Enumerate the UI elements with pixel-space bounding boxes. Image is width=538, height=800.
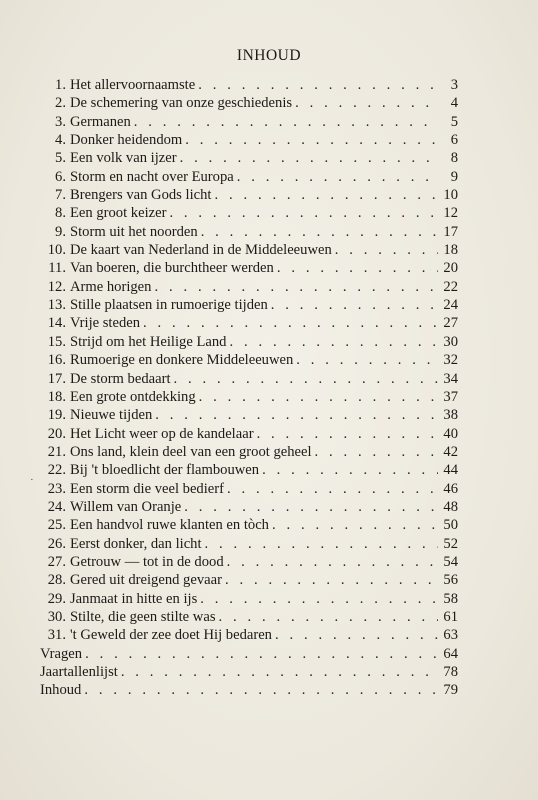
chapter-title: Vragen: [40, 645, 83, 662]
page-number: 17: [443, 223, 458, 240]
chapter-number: 15.: [47, 333, 66, 350]
toc-entry: [30, 425, 458, 443]
dot-leader: [118, 663, 438, 681]
toc-entry: [30, 94, 458, 112]
page-number: 48: [443, 498, 458, 515]
dot-leader: [216, 608, 438, 626]
toc-entry: [30, 498, 458, 516]
chapter-number: 13.: [47, 297, 66, 314]
page-number: 46: [443, 480, 458, 497]
toc-entry: [30, 443, 458, 461]
chapter-title: Jaartallenlijst: [40, 664, 118, 680]
dot-leader: [151, 278, 438, 296]
toc-entry: [30, 333, 458, 351]
dot-leader: [254, 425, 438, 443]
chapter-number: 2.: [55, 95, 66, 112]
toc-entry: [30, 149, 458, 167]
chapter-title: Ons land, klein deel van een groot geheel: [70, 443, 312, 460]
dot-leader: [166, 204, 438, 222]
chapter-title: Stilte, die geen stilte was: [70, 608, 216, 625]
chapter-number: 30.: [47, 608, 66, 625]
chapter-title: Germanen: [70, 113, 131, 130]
chapter-title: Bij 't bloedlicht der flambouwen: [70, 462, 260, 479]
chapter-title: Arme horigen: [70, 278, 152, 295]
chapter-number: 24.: [47, 498, 66, 515]
chapter-title: Eerst donker, dan licht: [70, 535, 202, 552]
toc-entry: [30, 278, 458, 296]
page-number: 9: [450, 168, 458, 185]
dot-leader: [131, 113, 438, 131]
chapter-title: Inhoud: [40, 682, 82, 699]
chapter-number: 16.: [47, 352, 66, 369]
dot-leader: [269, 516, 438, 534]
dot-leader: [82, 645, 438, 663]
chapter-number: 25.: [47, 517, 66, 534]
chapter-number: 7.: [55, 187, 66, 204]
chapter-number: 8.: [55, 205, 66, 222]
chapter-title: Rumoerige en donkere Middeleeuwen: [70, 352, 294, 369]
page-number: 24: [443, 297, 458, 314]
toc-entry: [30, 113, 458, 131]
chapter-number: 4.: [55, 132, 66, 149]
toc-entry: [30, 516, 458, 534]
chapter-title: Nieuwe tijden: [70, 407, 153, 424]
page-number: 79: [443, 682, 458, 699]
toc-entry: [30, 351, 458, 369]
page-number: 18: [443, 242, 458, 259]
chapter-title: De schemering van onze geschiedenis: [70, 95, 293, 112]
chapter-number: 21.: [47, 443, 66, 460]
chapter-title: 't Geweld der zee doet Hij bedaren: [70, 627, 272, 644]
page-number: 30: [443, 333, 458, 350]
dot-leader: [222, 571, 438, 589]
chapter-title: De storm bedaart: [70, 370, 171, 387]
chapter-number: 6.: [55, 168, 66, 185]
page-number: 8: [450, 150, 458, 167]
page-number: 10: [443, 187, 458, 204]
toc-entry: [30, 681, 458, 699]
chapter-number: 18.: [47, 388, 66, 405]
dot-leader: [197, 590, 438, 608]
pencil-mark: ·: [30, 474, 34, 486]
toc-entry: [30, 663, 458, 681]
chapter-number: 31.: [47, 627, 66, 644]
page-number: 37: [443, 388, 458, 405]
dot-leader: [259, 461, 438, 479]
chapter-number: 17.: [47, 370, 66, 387]
dot-leader: [177, 149, 438, 167]
chapter-number: 28.: [47, 572, 66, 589]
page-number: 54: [443, 553, 458, 570]
table-of-contents: [30, 76, 458, 700]
chapter-number: 12.: [47, 278, 66, 295]
toc-entry: [30, 645, 458, 663]
page-number: 78: [443, 664, 458, 680]
page-number: 52: [443, 535, 458, 552]
toc-entry: [30, 168, 458, 186]
dot-leader: [332, 241, 438, 259]
page-number: 40: [443, 425, 458, 442]
page-number: 38: [443, 407, 458, 424]
page-title: INHOUD: [236, 47, 302, 64]
page-number: 64: [443, 645, 458, 662]
chapter-title: Een groot keizer: [70, 205, 167, 222]
chapter-title: De kaart van Nederland in de Middeleeuwen: [70, 242, 332, 259]
toc-entry: [30, 204, 458, 222]
chapter-number: 29.: [47, 590, 66, 607]
chapter-title: Strijd om het Heilige Land: [70, 333, 227, 350]
toc-entry: [30, 241, 458, 259]
chapter-title: Een handvol ruwe klanten en tòch: [70, 517, 269, 534]
toc-entry: [30, 370, 458, 388]
page-number: 22: [443, 278, 458, 295]
page-number: 5: [450, 113, 458, 130]
page-number: 50: [443, 517, 458, 534]
dot-leader: [81, 681, 438, 699]
chapter-title: Van boeren, die burchtheer werden: [70, 260, 274, 277]
page-number: 20: [443, 260, 458, 277]
chapter-title: Een grote ontdekking: [70, 388, 196, 405]
toc-entry: [30, 461, 458, 479]
chapter-number: 1.: [55, 77, 66, 93]
dot-leader: [182, 131, 438, 149]
page-number: 4: [450, 95, 458, 112]
chapter-title: Willem van Oranje: [70, 498, 182, 515]
chapter-number: 22.: [47, 462, 66, 479]
page-number: 34: [443, 370, 458, 387]
page-number: 42: [443, 443, 458, 460]
page-number: 6: [450, 132, 458, 149]
dot-leader: [272, 626, 438, 644]
chapter-title: Vrije steden: [70, 315, 141, 332]
chapter-title: Stille plaatsen in rumoerige tijden: [70, 297, 268, 314]
toc-entry: [30, 480, 458, 498]
chapter-title: Een volk van ijzer: [70, 150, 177, 167]
page-number: 56: [443, 572, 458, 589]
chapter-number: 23.: [47, 480, 66, 497]
dot-leader: [198, 223, 438, 241]
chapter-title: Donker heidendom: [70, 132, 183, 149]
dot-leader: [312, 443, 438, 461]
toc-entry: [30, 553, 458, 571]
toc-entry: [30, 223, 458, 241]
chapter-title: Een storm die veel bedierf: [70, 480, 224, 497]
dot-leader: [293, 351, 438, 369]
chapter-number: 19.: [47, 407, 66, 424]
toc-entry: [30, 535, 458, 553]
toc-entry: [30, 259, 458, 277]
page-number: 61: [443, 608, 458, 625]
dot-leader: [202, 535, 438, 553]
toc-entry: [30, 296, 458, 314]
dot-leader: [211, 186, 438, 204]
toc-entry: [30, 314, 458, 332]
page-number: 3: [450, 77, 458, 93]
dot-leader: [274, 259, 438, 277]
dot-leader: [152, 406, 438, 424]
toc-entry: [30, 571, 458, 589]
toc-entry: [30, 590, 458, 608]
chapter-number: 27.: [47, 553, 66, 570]
toc-entry: [30, 626, 458, 644]
chapter-title: Janmaat in hitte en ijs: [70, 590, 198, 607]
dot-leader: [195, 76, 438, 94]
chapter-title: Brengers van Gods licht: [70, 187, 212, 204]
toc-entry: [30, 131, 458, 149]
chapter-title: Het allervoornaamste: [70, 77, 196, 93]
chapter-title: Het Licht weer op de kandelaar: [70, 425, 254, 442]
chapter-number: 14.: [47, 315, 66, 332]
dot-leader: [224, 553, 438, 571]
dot-leader: [234, 168, 438, 186]
toc-entry: [30, 406, 458, 424]
chapter-title: Storm uit het noorden: [70, 223, 198, 240]
chapter-number: 3.: [55, 113, 66, 130]
page-number: 32: [443, 352, 458, 369]
toc-entry: [30, 608, 458, 626]
chapter-number: 20.: [47, 425, 66, 442]
chapter-number: 9.: [55, 223, 66, 240]
dot-leader: [224, 480, 438, 498]
dot-leader: [226, 333, 438, 351]
dot-leader: [181, 498, 438, 516]
chapter-number: 11.: [48, 260, 66, 277]
toc-entry: [30, 76, 458, 94]
dot-leader: [196, 388, 438, 406]
chapter-number: 26.: [47, 535, 66, 552]
dot-leader: [292, 94, 438, 112]
chapter-title: Storm en nacht over Europa: [70, 168, 234, 185]
chapter-number: 5.: [55, 150, 66, 167]
page-number: 63: [443, 627, 458, 644]
page-number: 44: [443, 462, 458, 479]
page-number: 58: [443, 590, 458, 607]
page-number: 27: [443, 315, 458, 332]
dot-leader: [268, 296, 438, 314]
dot-leader: [171, 370, 439, 388]
toc-entry: [30, 186, 458, 204]
chapter-number: 10.: [47, 242, 66, 259]
toc-entry: [30, 388, 458, 406]
chapter-title: Gered uit dreigend gevaar: [70, 572, 222, 589]
dot-leader: [140, 314, 438, 332]
page-number: 12: [443, 205, 458, 222]
chapter-title: Getrouw — tot in de dood: [70, 553, 224, 570]
